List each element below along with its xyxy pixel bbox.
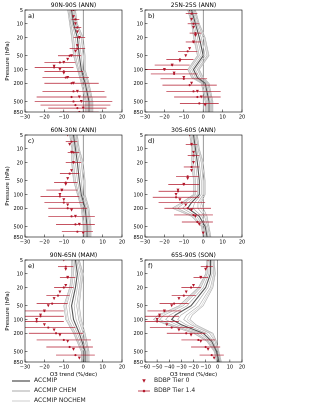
tier14-point — [67, 207, 69, 209]
x-tick-label: 10 — [219, 239, 226, 246]
y-axis-label: Pressure (hPa) — [5, 166, 11, 206]
tier0-point — [207, 348, 210, 351]
tier14-point — [190, 166, 192, 168]
tier14-point — [76, 107, 78, 109]
y-tick-label: 200 — [13, 81, 23, 88]
y-tick-label: 100 — [133, 67, 143, 74]
tier14-point — [69, 173, 71, 175]
legend-label: ACCMIP CHEM — [34, 387, 77, 394]
tier0-point — [66, 58, 69, 61]
y-tick-label: 500 — [13, 99, 23, 106]
x-tick-label: −10 — [58, 239, 70, 246]
tier14-point — [76, 48, 78, 50]
y-tick-label: 50 — [16, 303, 23, 310]
tier0-point — [178, 198, 181, 201]
panel-a — [25, 9, 122, 114]
tier14-point — [69, 55, 71, 57]
y-tick-label: 850 — [13, 359, 23, 366]
tier14-point — [47, 326, 49, 328]
tier14-point — [211, 354, 213, 356]
y-tick-label: 200 — [133, 331, 143, 338]
x-tick-label: 0 — [201, 239, 205, 246]
x-tick-label: 10 — [99, 114, 106, 121]
tier14-point — [198, 102, 200, 104]
tier0-point — [186, 177, 189, 180]
y-axis-label: Pressure (hPa) — [5, 291, 11, 331]
tier0-point — [64, 183, 67, 186]
y-tick-label: 20 — [136, 285, 143, 292]
x-tick-label: −40 — [163, 364, 175, 371]
tier14-point — [74, 18, 76, 20]
tier0-point — [188, 47, 191, 50]
tier14-point — [190, 13, 192, 15]
y-tick-label: 500 — [13, 349, 23, 356]
tier0-point — [58, 290, 61, 293]
tier0-point — [64, 284, 67, 287]
tier14-point — [65, 266, 67, 268]
x-tick-label: 10 — [99, 239, 106, 246]
legend-label: ACCMIP NOCHEM — [34, 397, 86, 404]
y-tick-label: 5 — [139, 132, 143, 139]
y-tick-label: 10 — [16, 21, 23, 28]
tier14-point — [70, 215, 72, 217]
tier0-point — [185, 290, 188, 293]
x-tick-label: −30 — [19, 239, 31, 246]
panel-label: b) — [148, 12, 155, 20]
tier14-point — [70, 82, 72, 84]
x-tick-label: −30 — [139, 239, 151, 246]
tier14-point — [187, 207, 189, 209]
y-axis-label: Pressure (hPa) — [5, 41, 11, 81]
x-tick-label: −10 — [178, 239, 190, 246]
panel-title: 60N-30N (ANN) — [50, 127, 97, 134]
y-tick-label: 100 — [13, 67, 23, 74]
tier0-point — [175, 193, 178, 196]
tier14-point — [63, 201, 65, 203]
y-tick-label: 200 — [133, 81, 143, 88]
tier0-point — [66, 340, 69, 343]
y-tick-label: 500 — [133, 99, 143, 106]
y-tick-label: 200 — [13, 206, 23, 213]
panel-title: 65S-90S (SON) — [171, 252, 216, 259]
tier14-point — [76, 231, 78, 233]
y-tick-label: 850 — [13, 109, 23, 116]
tier0-point — [53, 297, 56, 300]
y-tick-label: 50 — [136, 178, 143, 185]
tier0-point — [66, 204, 69, 207]
tier0-point — [47, 304, 50, 307]
y-tick-label: 10 — [136, 271, 143, 278]
tier0-point — [58, 193, 61, 196]
tier14-point — [194, 32, 196, 34]
tier14-point — [175, 196, 177, 198]
tier14-point — [59, 61, 61, 63]
x-axis-label: O3 trend (%/dec) — [49, 372, 98, 378]
tier0-point — [213, 357, 216, 360]
tier14-point — [70, 96, 72, 98]
tier0-point — [58, 334, 61, 337]
y-tick-label: 500 — [133, 224, 143, 231]
tier14-point — [74, 104, 76, 106]
panel-title: 30S-60S (ANN) — [171, 127, 216, 134]
tier14-point — [171, 326, 173, 328]
x-tick-label: 20 — [118, 114, 126, 121]
x-tick-label: −20 — [39, 364, 50, 371]
tier14-point — [181, 201, 183, 203]
panel-f — [135, 259, 242, 363]
x-tick-label: 0 — [81, 364, 85, 371]
x-tick-label: −20 — [39, 114, 50, 121]
tier0-point — [178, 59, 181, 62]
y-tick-label: 100 — [13, 192, 23, 199]
y-tick-label: 10 — [16, 146, 23, 153]
x-tick-label: −10 — [200, 364, 211, 371]
tier14-point — [173, 303, 175, 305]
tier0-point — [64, 268, 67, 271]
tier0-point — [35, 318, 38, 321]
y-tick-label: 850 — [133, 109, 143, 116]
tier0-point — [72, 348, 75, 351]
x-tick-label: −30 — [176, 364, 187, 371]
panel-label: c) — [28, 137, 35, 145]
tier14-point — [51, 303, 53, 305]
tier14-point — [72, 90, 74, 92]
tier14-point — [72, 100, 74, 102]
tier0-point — [192, 284, 195, 287]
tier0-point — [165, 323, 168, 326]
tier0-point — [58, 68, 61, 71]
tier14-point — [69, 346, 71, 348]
x-tick-label: −30 — [19, 114, 31, 121]
tier0-point — [62, 198, 65, 201]
y-tick-label: 850 — [133, 234, 143, 241]
x-tick-label: −60 — [139, 364, 151, 371]
panel-label: e) — [28, 262, 35, 270]
y-tick-label: 50 — [16, 178, 23, 185]
tier0-point — [184, 54, 187, 57]
tier0-point — [43, 323, 46, 326]
tier14-point — [74, 223, 76, 225]
y-tick-label: 5 — [19, 132, 23, 139]
tier0-point — [190, 82, 193, 85]
y-tick-label: 20 — [136, 35, 143, 42]
panel-title: 25N-25S (ANN) — [170, 2, 217, 9]
x-tick-label: −30 — [19, 364, 31, 371]
y-tick-label: 100 — [133, 192, 143, 199]
panel-c — [25, 134, 122, 238]
y-tick-label: 5 — [139, 7, 143, 14]
tier0-point — [170, 304, 173, 307]
tier14-point — [190, 286, 192, 288]
tier14-point — [205, 346, 207, 348]
tier0-point — [66, 177, 69, 180]
y-tick-label: 200 — [133, 206, 143, 213]
panel-b — [141, 9, 242, 113]
tier0-point — [177, 297, 180, 300]
tier0-point — [74, 50, 77, 53]
x-axis-label: O3 trend (%/dec) — [169, 372, 218, 378]
legend-label: BDBP Tier 0 — [154, 377, 190, 384]
y-tick-label: 20 — [16, 35, 23, 42]
y-tick-label: 10 — [136, 146, 143, 153]
tier14-point — [189, 84, 191, 86]
tier14-point — [183, 294, 185, 296]
y-tick-label: 500 — [13, 224, 23, 231]
x-tick-label: 10 — [226, 364, 234, 371]
x-tick-label: 0 — [81, 239, 85, 246]
tier0-point — [177, 329, 180, 332]
tier14-point — [192, 23, 194, 25]
tier0-point — [78, 357, 81, 360]
y-tick-label: 5 — [19, 257, 23, 264]
y-tick-label: 5 — [139, 257, 143, 264]
panel-label: d) — [148, 137, 155, 145]
y-tick-label: 500 — [133, 349, 143, 356]
x-tick-label: 20 — [238, 239, 246, 246]
y-tick-label: 10 — [136, 21, 143, 28]
x-tick-label: −30 — [139, 114, 151, 121]
x-tick-label: −20 — [159, 114, 170, 121]
tier0-point — [199, 340, 202, 343]
x-tick-label: −20 — [188, 364, 199, 371]
tier14-point — [192, 154, 194, 156]
tier14-point — [65, 76, 67, 78]
tier14-point — [63, 339, 65, 341]
x-tick-label: 20 — [118, 239, 126, 246]
y-tick-label: 850 — [13, 234, 23, 241]
tier14-point — [185, 332, 187, 334]
x-tick-label: 20 — [238, 114, 246, 121]
tier14-point — [76, 26, 78, 28]
tier14-point — [63, 286, 65, 288]
y-tick-label: 50 — [16, 53, 23, 60]
panel-label: a) — [28, 12, 35, 20]
tier14-point — [206, 266, 208, 268]
legend-label: BDBP Tier 1.4 — [154, 387, 196, 394]
x-tick-label: −50 — [151, 364, 163, 371]
tier14-point — [196, 96, 198, 98]
tier0-point — [53, 329, 56, 332]
y-tick-label: 5 — [19, 7, 23, 14]
y-tick-label: 200 — [13, 331, 23, 338]
x-tick-label: 20 — [238, 364, 246, 371]
tier0-point — [190, 334, 193, 337]
tier14-point — [196, 221, 198, 223]
y-tick-label: 20 — [136, 160, 143, 167]
panel-title: 90N-90S (ANN) — [50, 2, 97, 9]
legend-label: ACCMIP — [34, 377, 57, 384]
x-tick-label: 10 — [99, 364, 106, 371]
panel-label: f) — [148, 262, 153, 270]
y-tick-label: 20 — [16, 285, 23, 292]
y-tick-label: 50 — [136, 303, 143, 310]
tier14-point — [74, 354, 76, 356]
x-tick-label: −10 — [58, 114, 70, 121]
tier14-point — [70, 141, 72, 143]
x-tick-label: −20 — [159, 239, 170, 246]
tier0-point — [62, 72, 65, 75]
tier14-point — [187, 175, 189, 177]
tier14-point — [192, 90, 194, 92]
panel-title: 90N-65N (MAM) — [49, 252, 98, 259]
x-tick-label: −10 — [58, 364, 70, 371]
y-tick-label: 10 — [16, 271, 23, 278]
tier14-point — [57, 294, 59, 296]
tier0-point — [70, 209, 73, 212]
x-tick-label: 0 — [201, 114, 205, 121]
x-tick-label: 20 — [118, 364, 126, 371]
x-tick-label: 0 — [216, 364, 220, 371]
tier14-point — [55, 332, 57, 334]
x-tick-label: 10 — [219, 114, 226, 121]
panel-e — [9, 259, 122, 363]
y-tick-label: 100 — [133, 317, 143, 324]
y-tick-label: 20 — [16, 160, 23, 167]
tier14-point — [197, 339, 199, 341]
tier14-point — [72, 151, 74, 153]
panel-d — [145, 134, 242, 238]
x-tick-label: −20 — [39, 239, 50, 246]
x-tick-label: −10 — [178, 114, 190, 121]
axes-frame — [25, 135, 122, 237]
x-tick-label: 0 — [81, 114, 85, 121]
tier14-point — [187, 50, 189, 52]
y-tick-label: 100 — [13, 317, 23, 324]
y-tick-label: 850 — [133, 359, 143, 366]
y-tick-label: 50 — [136, 53, 143, 60]
